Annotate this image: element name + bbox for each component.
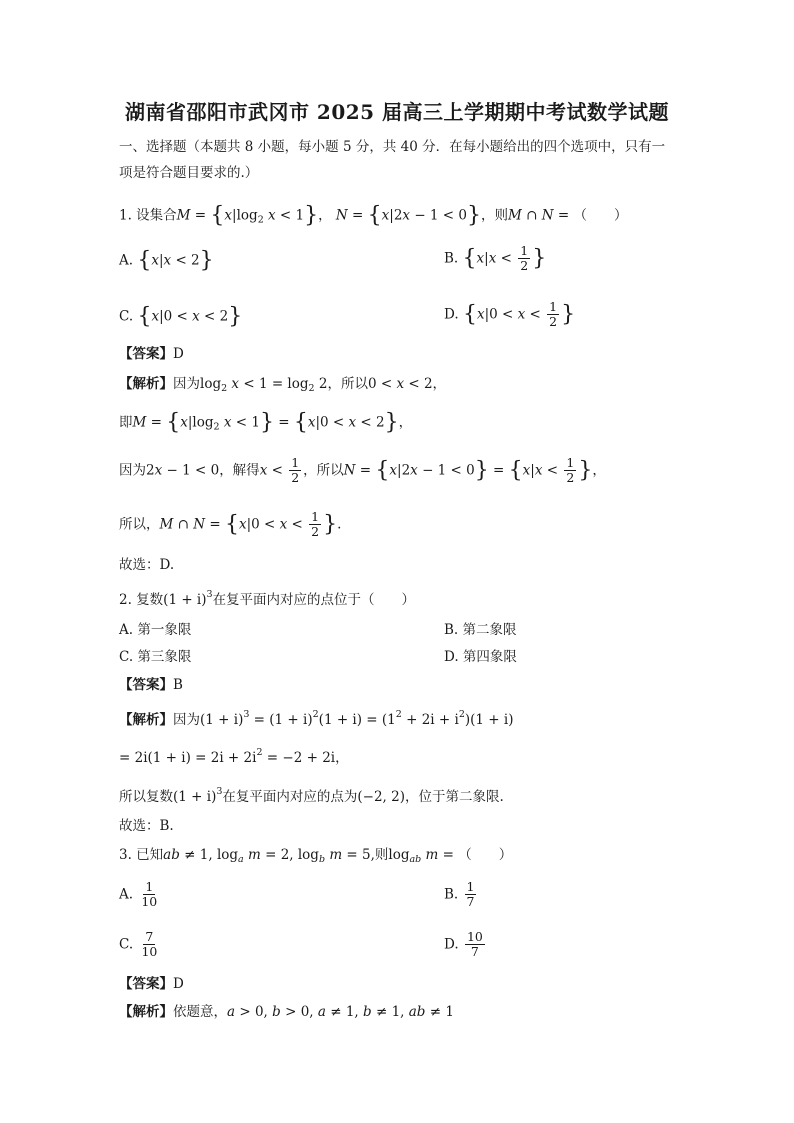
q1-stem: 1. 设集合$M = \{x|\log_2$ x < 1}， N = {x|2x − 1 < 0}，则M ∩ N = （ ）	[119, 203, 628, 228]
q1-paren: （ ）	[573, 207, 628, 224]
q1-answer-value: D	[173, 346, 184, 362]
q3-option-d[interactable]: D. $\frac{10}{7}$	[444, 929, 483, 960]
q1-analysis-line-3: 因为2x − 1 < 0，解得x < $\frac{1}{2}$ ，所以N = {x|2x − 1 < 0} = {x|x < $\frac{1}{2}$ }，	[119, 455, 606, 486]
q1-option-c[interactable]: C. {x|0 < x < 2}	[119, 304, 243, 329]
section-intro-line-2: 项是符合题目要求的.）	[119, 165, 259, 181]
q1-set-m: M	[176, 207, 191, 224]
q2-option-b[interactable]: B. 第二象限	[444, 622, 517, 638]
q2-stem: 2. 复数$(1 + i)^3$在复平面内对应的点位于（ ）	[119, 589, 416, 608]
q1-option-c-label: C.	[119, 308, 134, 325]
q1-answer	[119, 348, 184, 362]
q1-analysis-line-4: 所以，M ∩ N = {x|0 < x < $\frac{1}{2}$ }.	[119, 509, 342, 540]
q1-analysis-tag: 【解析】	[119, 376, 173, 392]
q3-stem: 3. 已知ab ≠ 1, $\log_a m = 2$, $\log_b m = 5$,则$\log_{ab} m$ = （ ）	[119, 847, 513, 865]
q2-analysis-line-3: 所以复数$(1 + i)^3$在复平面内对应的点为(−2, 2)，位于第二象限.	[119, 786, 504, 805]
q2-analysis-line-2: = $2i(1 + i) = 2i + 2i^2 = -2 + 2i$，	[119, 747, 349, 766]
q1-stem-suffix: ，则	[481, 207, 508, 224]
q1-option-a[interactable]: A. {x|x < 2}	[119, 248, 214, 273]
q1-option-d-label: D.	[444, 306, 459, 323]
q2-analysis-line-1: 【解析】因为$(1 + i)^3 = (1 + i)^2(1 + i) = (1^2 + 2i + i^2)(1 + i)$	[119, 709, 514, 728]
q2-answer: 【答案】B	[119, 677, 183, 693]
q1-option-a-label: A.	[119, 252, 134, 269]
q1-answer-tag: 【答案】	[119, 346, 173, 362]
q2-option-d[interactable]: D. 第四象限	[444, 649, 517, 665]
q1-analysis-line-2: 即$M = \{x|\log_2$ x < 1} = {x|0 < x < 2}，	[119, 410, 413, 435]
q3-analysis-line-1: 【解析】依题意，a > 0, b > 0, a ≠ 1, b ≠ 1, ab ≠ 1	[119, 1004, 454, 1020]
q3-option-c[interactable]: C. $\frac{7}{10}$	[119, 929, 158, 960]
q3-answer: 【答案】D	[119, 976, 184, 992]
q3-option-a[interactable]: A. $\frac{1}{10}$	[119, 879, 158, 910]
q1-option-b[interactable]: B. {x|x < $\frac{1}{2}$ }	[444, 243, 547, 274]
q1-analysis-line-1: 【解析】因为$\log_2 x < 1 = \log_2 2$，所以0 < x < 2，	[119, 376, 447, 394]
q2-conclusion: 故选：B.	[119, 818, 174, 834]
q1-option-b-label: B.	[444, 250, 459, 267]
q1-option-d[interactable]: D. {x|0 < x < $\frac{1}{2}$ }	[444, 299, 576, 330]
q1-stem-prefix: 1. 设集合	[119, 207, 177, 224]
q3-option-b[interactable]: B. $\frac{1}{7}$	[444, 879, 475, 910]
page-title: 湖南省邵阳市武冈市 2025 届高三上学期期中考试数学试题	[124, 100, 670, 124]
q1-stem-comma: ，	[318, 207, 332, 224]
q2-option-a[interactable]: A. 第一象限	[119, 622, 192, 638]
q2-option-c[interactable]: C. 第三象限	[119, 649, 192, 665]
section-intro-line-1: 一、选择题（本题共 8 小题，每小题 5 分，共 40 分．在每小题给出的四个选项中，只有一	[119, 139, 666, 155]
q1-conclusion: 故选：D.	[119, 557, 175, 573]
